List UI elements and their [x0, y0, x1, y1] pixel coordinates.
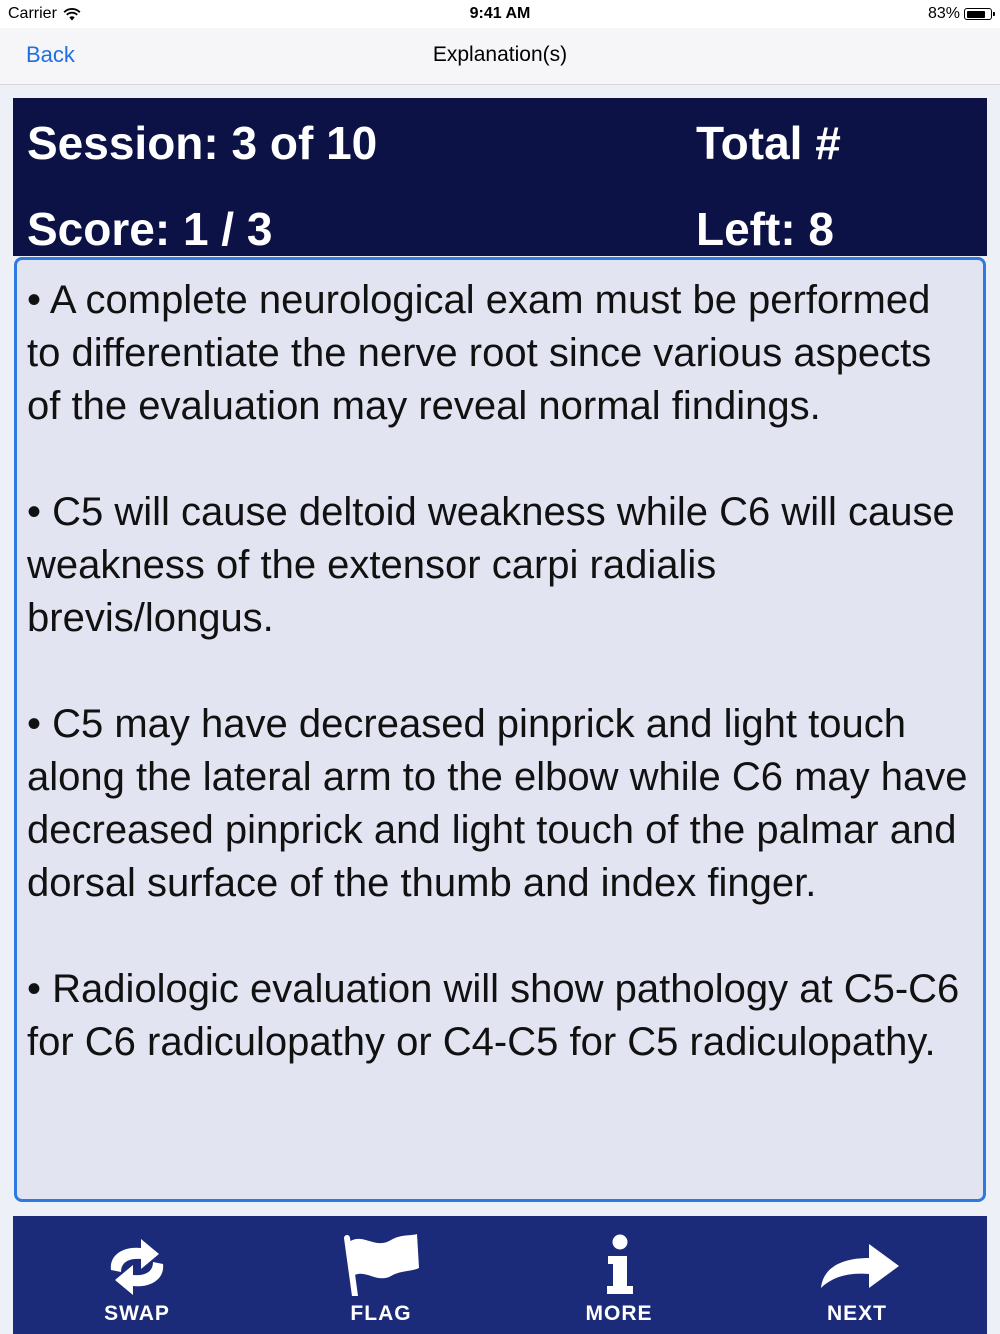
page-title: Explanation(s) [432, 43, 568, 66]
wifi-icon [63, 8, 81, 21]
navigation-bar [0, 28, 1000, 85]
explanation-paragraph: • C5 may have decreased pinprick and light touch along the lateral arm to the elbow while C6 may have decreased pinprick and light touch of the palmar and dorsal surface of the thumb and index finger. [27, 702, 968, 905]
flag-icon [341, 1232, 421, 1296]
info-icon [579, 1234, 659, 1296]
more-label: MORE [585, 1302, 653, 1325]
battery-info [928, 5, 992, 23]
total-label: Total # [696, 117, 841, 169]
forward-arrow-icon [817, 1236, 901, 1298]
battery-percent: 83% [927, 5, 960, 22]
carrier-info [8, 5, 81, 23]
score-value: Score: 1 / 3 [27, 203, 273, 255]
more-button[interactable] [539, 1216, 699, 1334]
remaining-count: Left: 8 [696, 203, 834, 255]
status-bar [0, 0, 1000, 28]
clock: 9:41 AM [469, 5, 531, 22]
flag-label: FLAG [350, 1302, 412, 1325]
swap-label: SWAP [104, 1302, 170, 1325]
session-counter: Session: 3 of 10 [27, 117, 378, 169]
carrier-label: Carrier [8, 5, 57, 22]
battery-fill [967, 11, 985, 18]
explanation-paragraph: • A complete neurological exam must be performed to differentiate the nerve root since various aspects of the evaluation may reveal normal findings. [27, 278, 932, 428]
swap-button[interactable] [57, 1216, 217, 1334]
explanation-paragraph: • C5 will cause deltoid weakness while C6 will cause weakness of the extensor carpi radialis brevis/longus. [27, 490, 955, 640]
explanation-paragraph: • Radiologic evaluation will show pathology at C5-C6 for C6 radiculopathy or C4-C5 for C5 radiculopathy. [27, 967, 960, 1064]
explanation-scroll-view[interactable] [14, 257, 986, 1202]
battery-icon [964, 8, 992, 20]
bottom-toolbar [13, 1216, 987, 1334]
score-panel [13, 98, 987, 256]
next-label: NEXT [826, 1302, 887, 1325]
explanation-text [17, 260, 983, 1069]
back-button[interactable]: Back [26, 42, 75, 67]
swap-arrows-icon [97, 1236, 177, 1298]
flag-button[interactable] [301, 1216, 461, 1334]
next-button[interactable] [777, 1216, 937, 1334]
